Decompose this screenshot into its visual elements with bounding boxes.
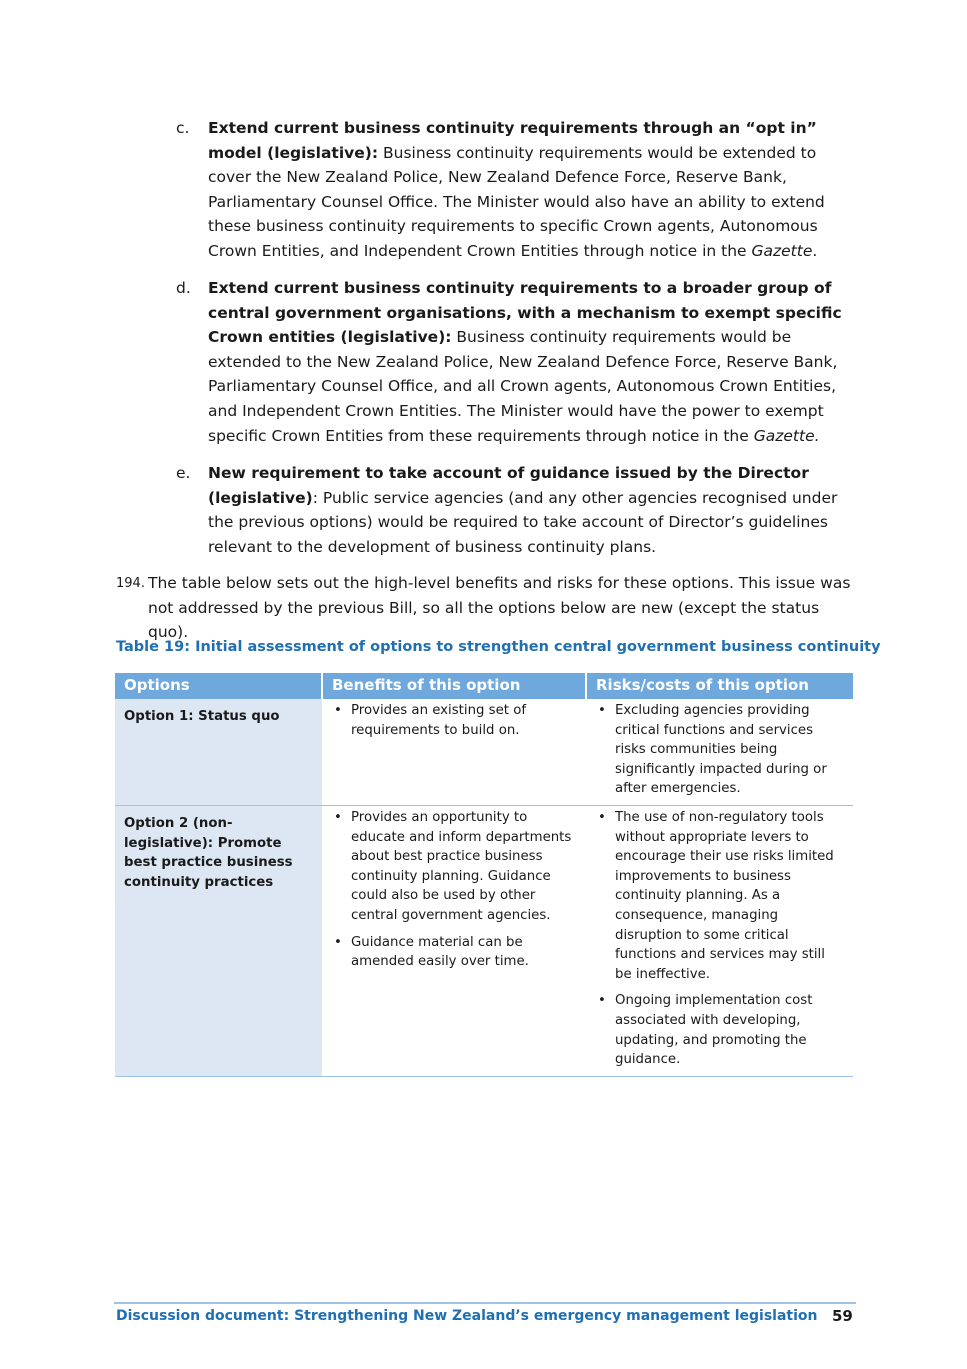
option-text: Business continuity requirements would be extended to the New Zealand Police, New Zealand Defence Force, Reserve Bank, Parliamentary Counsel Office, and all Crown agents, Autonomous Crown Entities, and Independent Crown Entities. The Minister would have the power to exempt specific Crown Entities from these requirements through notice in the: [208, 328, 838, 445]
paragraph-194: [116, 571, 860, 645]
option-body: [208, 461, 856, 559]
option-letter: c.: [176, 119, 190, 137]
page-number: 59: [832, 1307, 853, 1325]
table-header-row: [115, 673, 853, 699]
options-assessment-table: [115, 673, 853, 1077]
list-item: • Ongoing implementation cost associated with developing, updating, and promoting the guidance.: [615, 991, 845, 1069]
option-body: [208, 276, 856, 448]
list-item: • Guidance material can be amended easily over time.: [351, 933, 578, 972]
list-item: • Excluding agencies providing critical functions and services risks communities being significantly impacted during or after emergencies.: [615, 701, 845, 799]
paragraph-number: 194.: [116, 576, 145, 591]
option-letter: e.: [176, 464, 191, 482]
option-text: : Public service agencies (and any other agencies recognised under the previous options) would be required to take account of Director’s guidelines relevant to the development of business continuity plans.: [208, 488, 838, 556]
list-item: • The use of non-regulatory tools without appropriate levers to encourage their use risks limited improvements to business continuity planning. As a consequence, managing disruption to some critical functions and services may still be ineffective.: [615, 808, 845, 984]
benefits-list: [331, 701, 578, 740]
option-heading: Extend current business continuity requirements through an “opt in” model (legislative):: [208, 119, 817, 162]
table-row: [115, 805, 853, 1076]
option-cell: Option 1: Status quo: [115, 699, 322, 805]
footer-divider: [114, 1302, 856, 1304]
benefits-cell: [322, 699, 586, 805]
header-risks: Risks/costs of this option: [586, 673, 853, 699]
list-item: • Provides an opportunity to educate and inform departments about best practice business continuity planning. Guidance could also be used by other central government agencies.: [351, 808, 578, 926]
option-letter: d.: [176, 279, 191, 297]
header-benefits: Benefits of this option: [322, 673, 586, 699]
table-row: [115, 699, 853, 805]
footer-document-title: Discussion document: Strengthening New Zealand’s emergency management legislation: [116, 1308, 818, 1324]
benefits-list: [331, 808, 578, 972]
option-cell: Option 2 (non-legislative): Promote best practice business continuity practices: [115, 805, 322, 1076]
risks-cell: [586, 805, 853, 1076]
table-caption: Table 19: Initial assessment of options to strengthen central government business continuity: [116, 639, 881, 655]
benefits-cell: [322, 805, 586, 1076]
option-heading: Extend current business continuity requirements to a broader group of central government organisations, with a mechanism to exempt specific Crown entities (legislative):: [208, 279, 842, 347]
option-tail: .: [812, 241, 818, 260]
risks-list: [595, 701, 845, 799]
paragraph-text: The table below sets out the high-level benefits and risks for these options. This issue was not addressed by the previous Bill, so all the options below are new (except the status quo).: [148, 574, 851, 642]
option-e: [176, 461, 856, 559]
option-text: Business continuity requirements would be extended to cover the New Zealand Police, New Zealand Defence Force, Reserve Bank, Parliamentary Counsel Office. The Minister would also have an ability to extend these business continuity requirements to specific Crown agents, Autonomous Crown Entities, and Independent Crown Entities through notice in the: [208, 143, 825, 260]
option-heading: New requirement to take account of guidance issued by the Director (legislative): [208, 464, 809, 507]
risks-list: [595, 808, 845, 1070]
option-body: [208, 116, 856, 264]
risks-cell: [586, 699, 853, 805]
header-options: Options: [115, 673, 322, 699]
option-c: [176, 116, 856, 264]
option-d: [176, 276, 856, 448]
option-italic: Gazette.: [753, 426, 820, 445]
list-item: • Provides an existing set of requirements to build on.: [351, 701, 578, 740]
option-italic: Gazette: [751, 241, 813, 260]
